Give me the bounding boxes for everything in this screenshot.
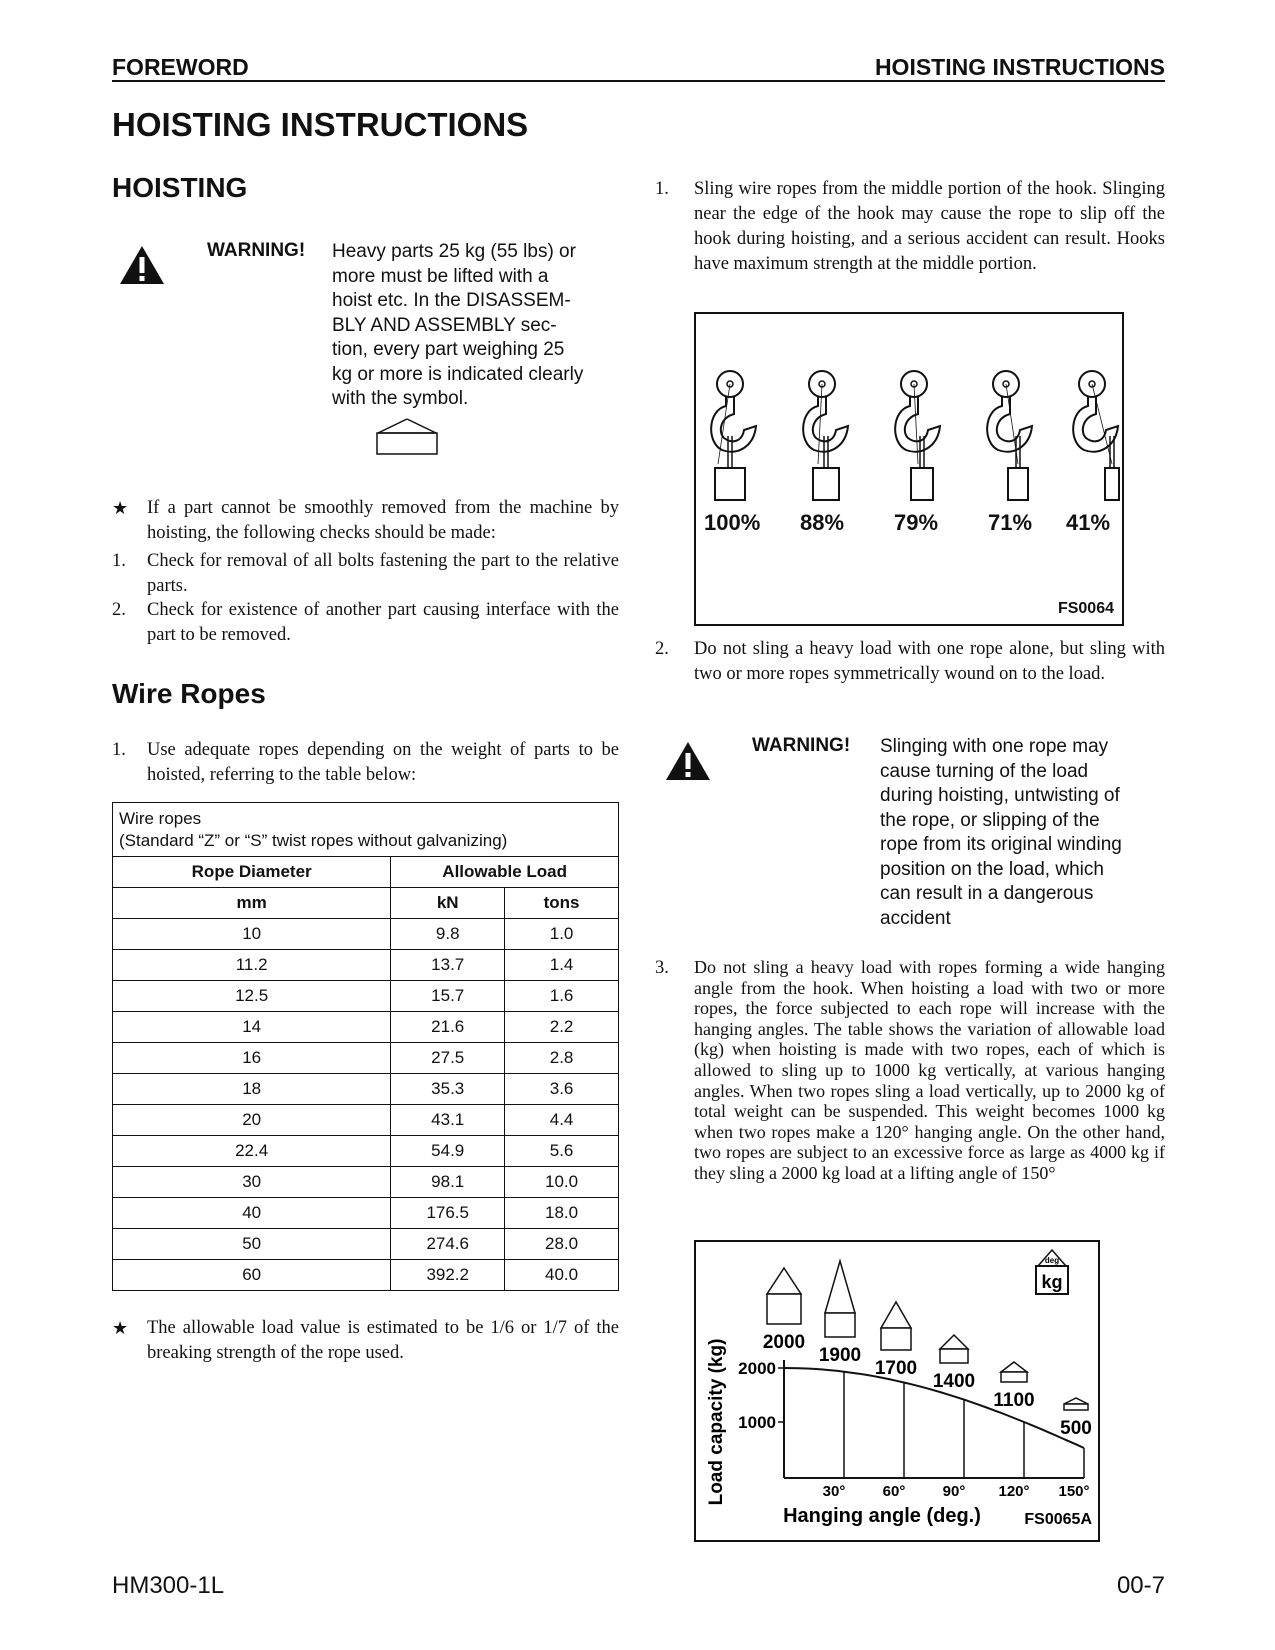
hook-icon [895, 371, 940, 500]
check-text: Check for removal of all bolts fastening the part to the relative parts. [147, 551, 619, 596]
figure-code: FS0064 [1057, 600, 1114, 617]
star-bullet: ★ [112, 1318, 129, 1338]
sling-load-icon [825, 1261, 855, 1337]
chart-canvas [696, 1242, 1098, 1540]
badge-kg-label: kg [1041, 1272, 1063, 1292]
unit-header: tons [505, 888, 619, 919]
hook-strength-figure [694, 312, 1124, 626]
page-title: HOISTING INSTRUCTIONS [112, 106, 529, 143]
hook-percent-label: 41% [1066, 510, 1111, 535]
hook-icon [1073, 371, 1119, 500]
load-capacity-chart [694, 1240, 1100, 1542]
check-text: Check for existence of another part causing interface with the part to be removed. [147, 600, 619, 645]
column-header: Rope Diameter [113, 857, 391, 888]
y-tick-label: 1000 [738, 1413, 776, 1432]
hook-middle-text: Sling wire ropes from the middle portion of the hook. Slinging near the edge of the hook may cause the rope to slip off the hook during hoisting, and a serious accident can result. Hooks have maximum strength at the middle portion. [694, 179, 1165, 274]
hook-percent-label: 71% [988, 510, 1033, 535]
value-label: 1700 [874, 1358, 918, 1379]
x-axis-title: Hanging angle (deg.) [783, 1505, 981, 1527]
allowable-load-note: The allowable load value is estimated to be 1/6 or 1/7 of the breaking strength of the rope used. [147, 1318, 619, 1363]
warning-text: Slinging with one rope may cause turning of the load during hoisting, untwisting of the rope, or slipping of the rope from its original winding position on the load, which can result in a dangerous accident [880, 736, 1122, 929]
rope-selection-text: Use adequate ropes depending on the weight of parts to be hoisted, referring to the table below: [147, 740, 619, 785]
x-tick-label: 90° [942, 1483, 966, 1500]
value-label: 1900 [818, 1345, 862, 1366]
table-row: 14 21.6 2.2 [113, 1012, 619, 1043]
header-rule [112, 80, 1165, 82]
sling-load-icon [1001, 1362, 1027, 1382]
sling-load-icon [1064, 1398, 1088, 1410]
table-row: 22.4 54.9 5.6 [113, 1136, 619, 1167]
header-section-name: FOREWORD [112, 54, 249, 80]
column-header: Allowable Load [391, 857, 619, 888]
hook-percent-label: 79% [894, 510, 939, 535]
warning-triangle-icon [118, 244, 166, 286]
check-number: 1. [112, 551, 126, 571]
figure-code: FS0065A [1024, 1511, 1092, 1528]
table-row: 20 43.1 4.4 [113, 1105, 619, 1136]
hook-percent-label: 100% [704, 510, 761, 535]
hook-percent-label: 88% [800, 510, 845, 535]
x-tick-label: 60° [882, 1483, 906, 1500]
table-row: 11.2 13.7 1.4 [113, 950, 619, 981]
wire-rope-table [112, 802, 619, 1291]
table-row: 50 274.6 28.0 [113, 1229, 619, 1260]
x-tick-label: 30° [822, 1483, 846, 1500]
y-tick-label: 2000 [738, 1359, 776, 1378]
table-row: 12.5 15.7 1.6 [113, 981, 619, 1012]
table-row: 10 9.8 1.0 [113, 919, 619, 950]
value-label: 500 [1060, 1418, 1092, 1439]
hook-labels [704, 510, 1114, 540]
item-number: 3. [655, 958, 669, 978]
hoisting-heading: HOISTING [112, 172, 248, 203]
footer-page-number: 00-7 [1116, 1572, 1165, 1599]
item-number: 1. [655, 179, 669, 199]
sling-load-icon [767, 1268, 801, 1324]
hook-icon [987, 371, 1032, 500]
deg-kg-badge-icon [1036, 1250, 1068, 1294]
heavy-part-symbol-icon [374, 417, 440, 457]
two-ropes-text: Do not sling a heavy load with one rope alone, but sling with two or more ropes symmetrically wound on to the load. [694, 639, 1165, 684]
check-number: 2. [112, 600, 126, 620]
wire-ropes-heading: Wire Ropes [112, 678, 266, 709]
star-bullet: ★ [112, 498, 129, 518]
y-axis-title: Load capacity (kg) [706, 1338, 727, 1506]
table-row: 18 35.3 3.6 [113, 1074, 619, 1105]
hook-icon [803, 371, 848, 500]
warning-text: Heavy parts 25 kg (55 lbs) or more must be lifted with a hoist etc. In the DISASSEM- BLY AND ASSEMBLY sec- tion, every part weighing 25 kg or more is indicated clearly with the symbol. [332, 241, 584, 409]
hanging-angle-text: Do not sling a heavy load with ropes forming a wide hanging angle from the hook. When hoisting a load with two or more ropes, the force subjected to each rope will increase with the hanging angles. The table shows the variation of allowable load (kg) when hoisting is made with two ropes, each of which is allowed to sling up to 1000 kg vertically, at various hanging angles. When two ropes sling a load vertically, up to 2000 kg of total weight can be suspended. This weight becomes 1000 kg when two ropes make a 120° hanging angle. On the other hand, two ropes are subject to an excessive force as large as 4000 kg if they sling a 2000 kg load at a lifting angle of 150° [694, 957, 1165, 1183]
sling-load-icon [940, 1335, 968, 1363]
table-row: 40 176.5 18.0 [113, 1198, 619, 1229]
table-caption: Wire ropes (Standard “Z” or “S” twist ropes without galvanizing) [113, 803, 619, 857]
removal-note: If a part cannot be smoothly removed from the machine by hoisting, the following checks should be made: [147, 498, 619, 543]
badge-deg-label: deg [1044, 1256, 1060, 1265]
footer-model: HM300-1L [112, 1572, 225, 1599]
value-label: 1100 [993, 1390, 1035, 1411]
value-label: 1400 [932, 1371, 976, 1392]
hook-illustration [696, 314, 1122, 624]
warning-label: WARNING! [207, 240, 306, 261]
x-tick-label: 120° [998, 1483, 1030, 1500]
unit-header: mm [113, 888, 391, 919]
table-row: 30 98.1 10.0 [113, 1167, 619, 1198]
table-row: 60 392.2 40.0 [113, 1260, 619, 1291]
warning-label: WARNING! [752, 735, 851, 756]
item-number: 1. [112, 740, 126, 760]
warning-triangle-icon [664, 740, 712, 782]
item-number: 2. [655, 639, 669, 659]
header-chapter-name: HOISTING INSTRUCTIONS [874, 54, 1165, 80]
x-tick-label: 150° [1058, 1483, 1090, 1500]
table-row: 16 27.5 2.8 [113, 1043, 619, 1074]
hook-icon [711, 371, 756, 500]
sling-load-icon [881, 1302, 911, 1350]
unit-header: kN [391, 888, 505, 919]
value-label: 2000 [762, 1332, 806, 1353]
